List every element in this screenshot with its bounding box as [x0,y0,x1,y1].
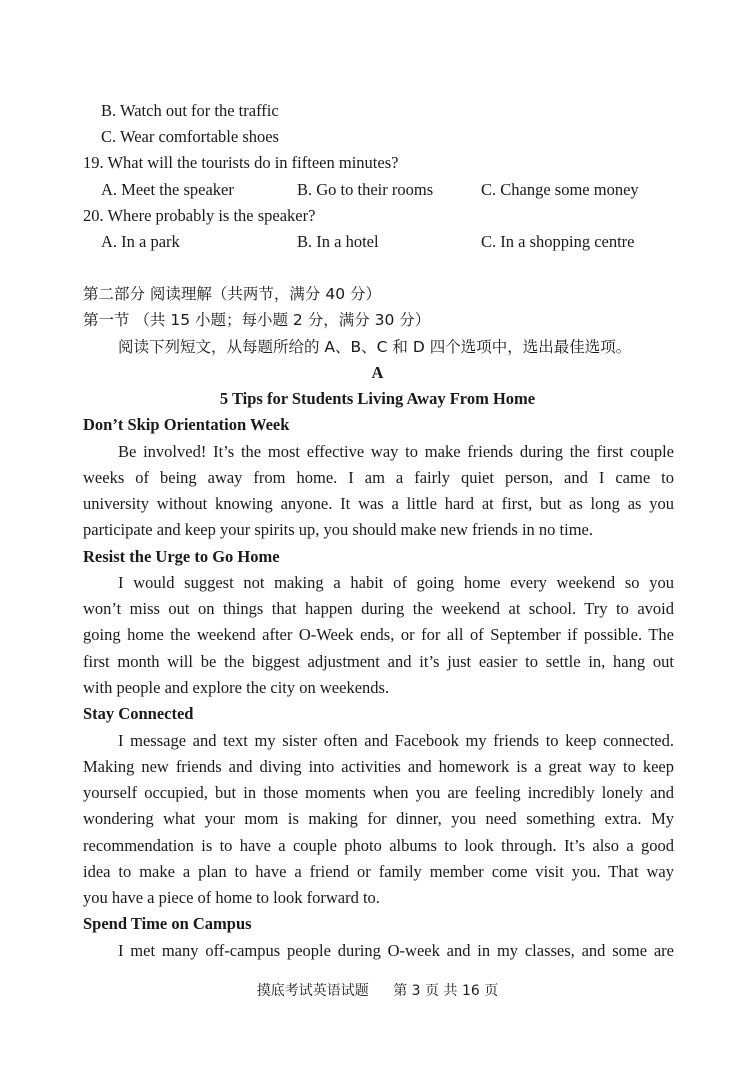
paragraph-line: I met many off-campus people during O-week and in my classes, and some are [118,941,674,960]
paragraph-line: won’t miss out on things that happen during the weekend at school. Try to avoid [83,599,674,618]
paragraph-line: I message and text my sister often and Facebook my friends to keep connected. [118,731,674,750]
footer-exam-title: 摸底考试英语试题 [256,983,369,999]
q19-option-c: C. Change some money [481,180,639,199]
section-heading: Stay Connected [83,704,194,723]
section-heading: Spend Time on Campus [83,914,252,933]
paragraph-line: going home the weekend after O-Week ends, or for all of September if possible. The [83,625,674,644]
section1-instruction: 阅读下列短文，从每题所给的 A、B、C 和 D 四个选项中，选出最佳选项。 [118,338,632,356]
q19-stem: 19. What will the tourists do in fifteen minutes? [83,153,399,172]
passage-letter: A [371,363,384,382]
q20-option-c: C. In a shopping centre [481,232,635,251]
section1-heading: 第一节 （共 15 小题；每小题 2 分，满分 30 分） [83,311,431,329]
paragraph-line: weeks of being away from home. I am a fairly quiet person, and I came to [83,468,674,487]
q20-option-a: A. In a park [101,232,180,251]
paragraph-line: idea to make a plan to have a friend or family member come visit you. That way [83,862,674,881]
section-heading: Resist the Urge to Go Home [83,547,280,566]
paragraph-line: recommendation is to have a couple photo albums to look through. It’s also a good [83,836,674,855]
paragraph-line: I would suggest not making a habit of going home every weekend so you [118,573,674,592]
q18-option-b: B. Watch out for the traffic [101,101,279,120]
q18-option-c: C. Wear comfortable shoes [101,127,279,146]
passage-title: 5 Tips for Students Living Away From Home [219,389,536,408]
section-heading: Don’t Skip Orientation Week [83,415,290,434]
paragraph-line: university without knowing anyone. It was a little hard at first, but as long as you [83,494,674,513]
part2-heading: 第二部分 阅读理解（共两节，满分 40 分） [83,285,382,303]
paragraph-line: with people and explore the city on weekends. [83,678,390,697]
q19-option-a: A. Meet the speaker [101,180,234,199]
paragraph-line: Be involved! It’s the most effective way to make friends during the first couple [118,442,674,461]
q20-stem: 20. Where probably is the speaker? [83,206,316,225]
paragraph-line: wondering what your mom is making for dinner, you need something extra. My [83,809,674,828]
paragraph-line: Making new friends and diving into activities and homework is a great way to keep [83,757,674,776]
paragraph-line: participate and keep your spirits up, you should make new friends in no time. [83,520,594,539]
paragraph-line: first month will be the biggest adjustment and it’s just easier to settle in, hang out [83,652,674,671]
footer-page-number: 第 3 页 共 16 页 [393,983,499,999]
q20-option-b: B. In a hotel [297,232,379,251]
q19-option-b: B. Go to their rooms [297,180,434,199]
paragraph-line: you have a piece of home to look forward to. [83,888,380,907]
paragraph-line: yourself occupied, but in those moments when you are feeling incredibly lonely and [83,783,674,802]
page-footer [0,980,755,1000]
